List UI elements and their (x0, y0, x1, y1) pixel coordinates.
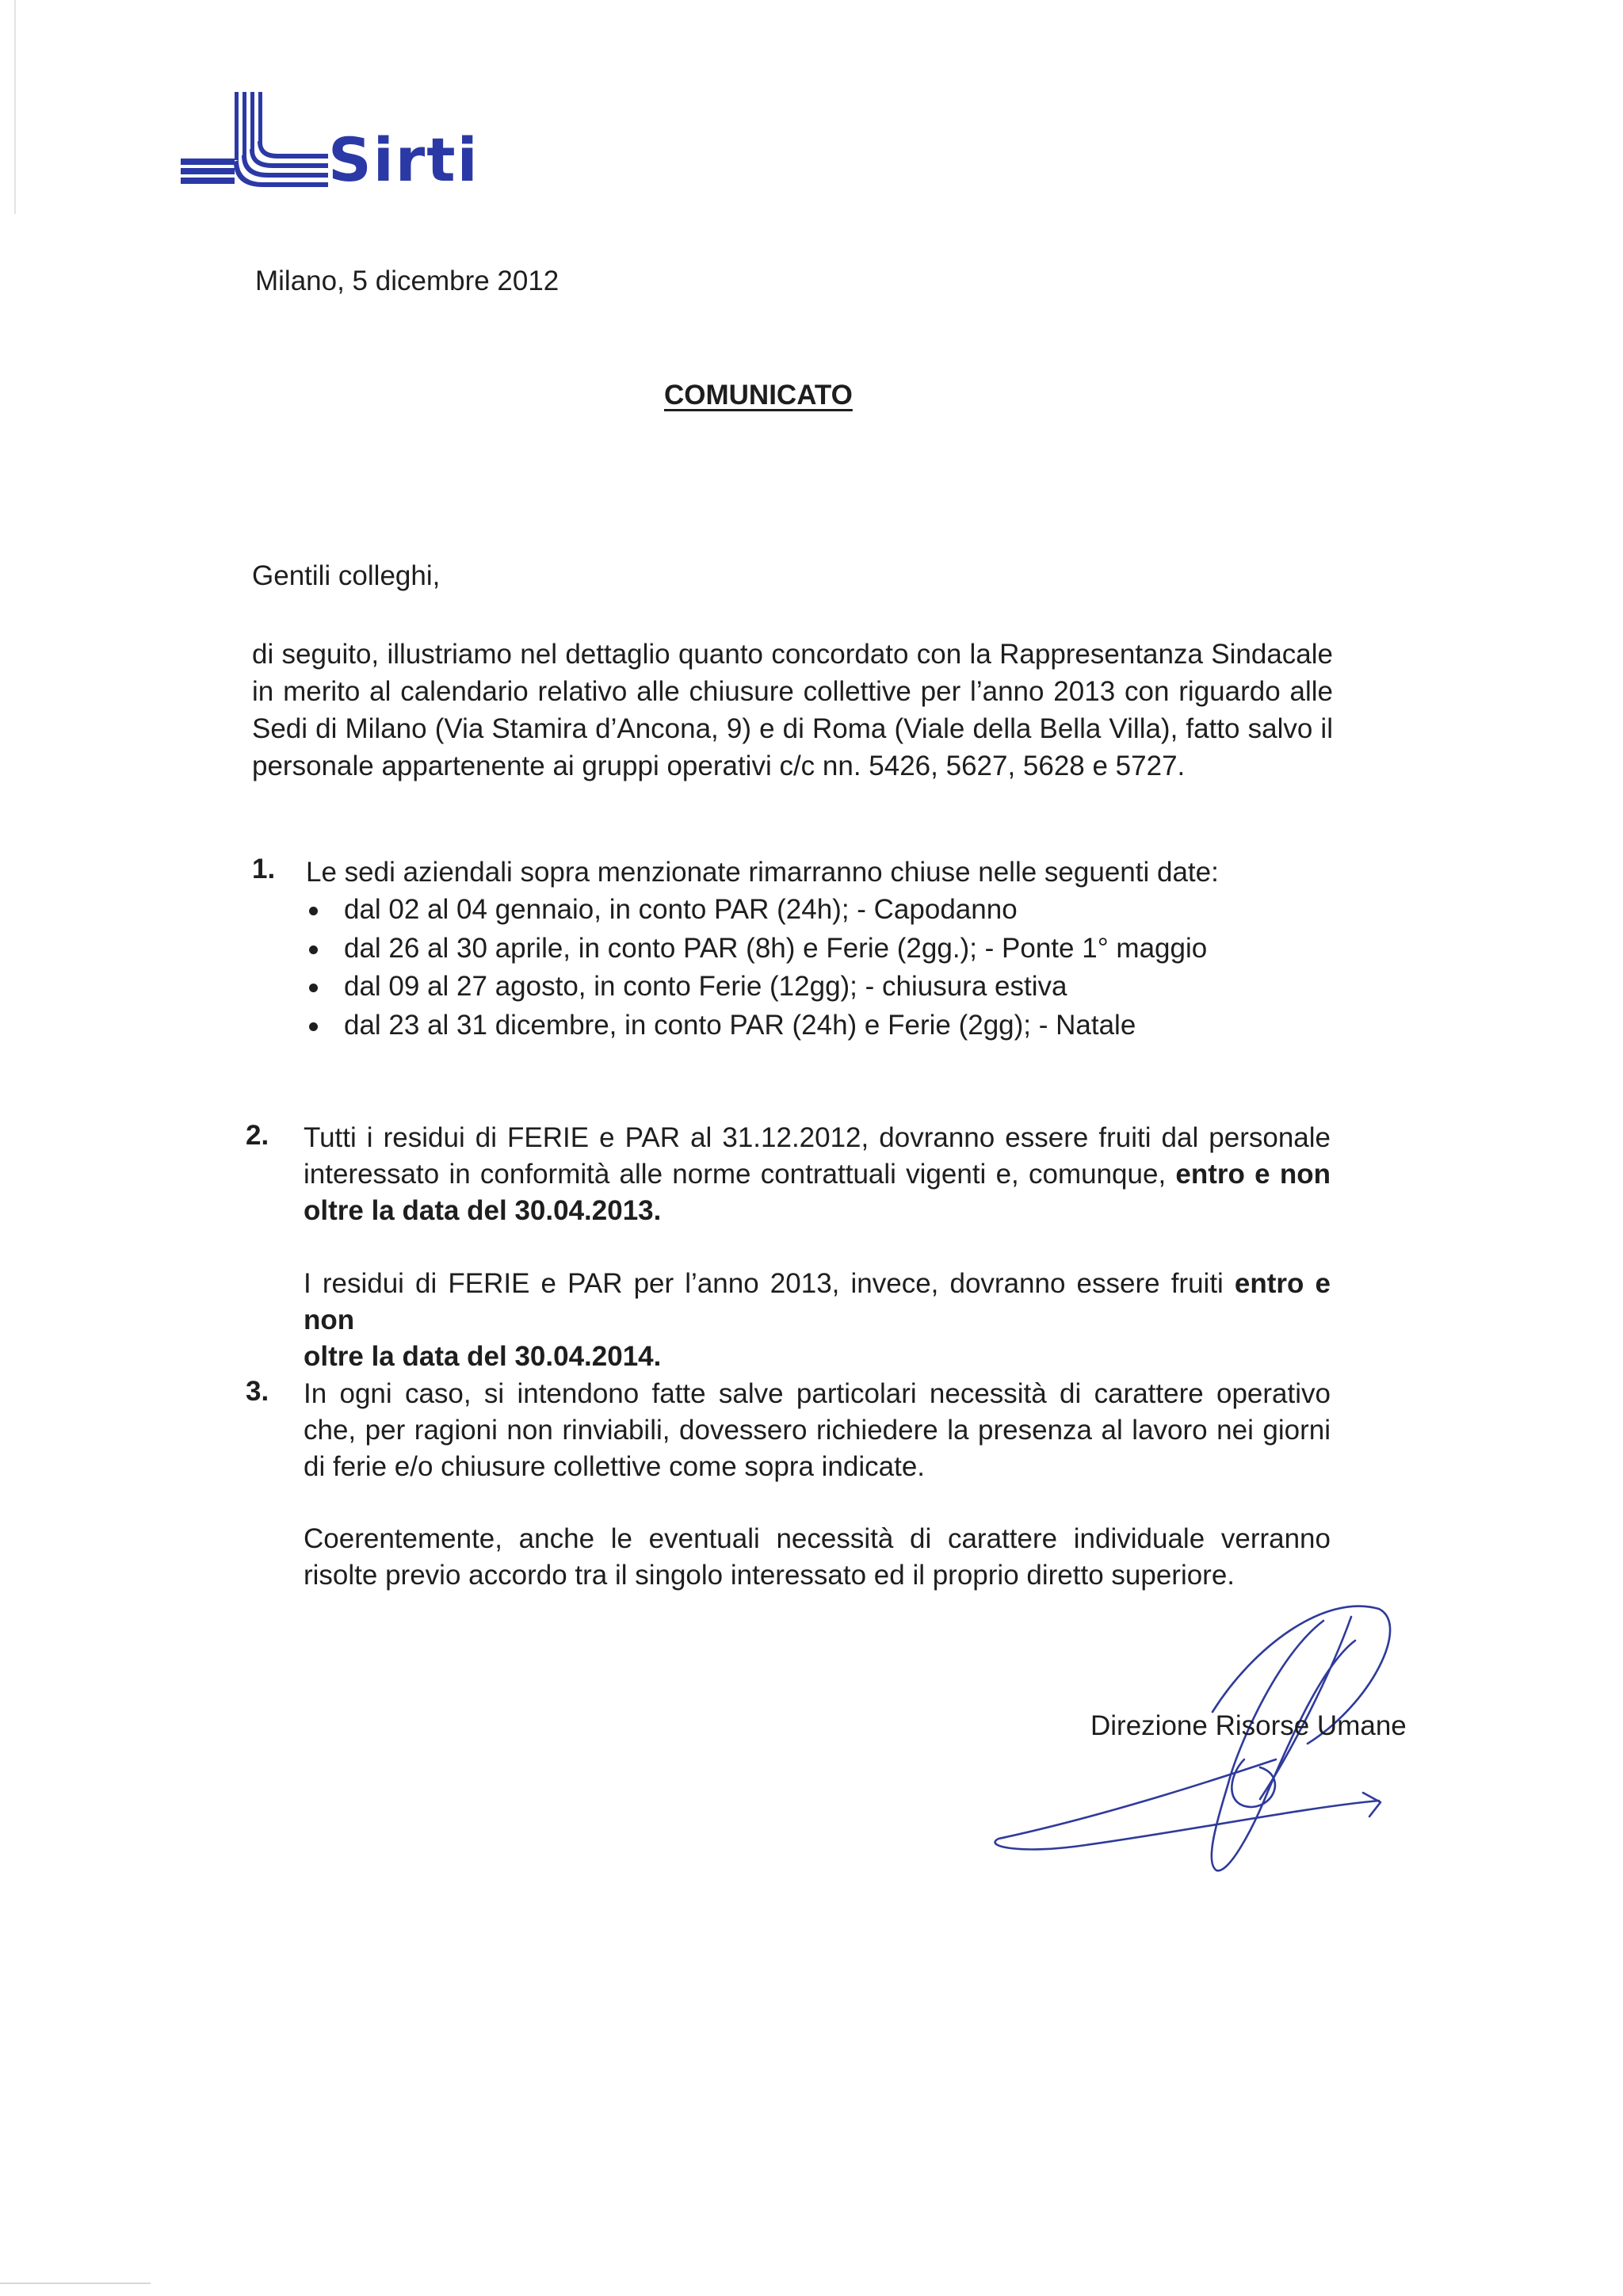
paragraph-line (304, 1156, 1331, 1193)
item-paragraph (304, 1120, 1331, 1229)
intro-line: di seguito, illustriamo nel dettaglio quanto concordato con la Rappresentanza Sindacale (252, 639, 1333, 670)
item-paragraph (304, 1521, 1331, 1594)
salutation: Gentili colleghi, (252, 560, 441, 591)
sirti-logo-mark-icon (179, 89, 330, 192)
intro-paragraph (252, 636, 1333, 785)
item-paragraph (304, 1266, 1331, 1375)
paragraph-text: I residui di FERIE e PAR per l’anno 2013, invece, dovranno essere fruiti (304, 1268, 1235, 1299)
paragraph-line (304, 1193, 1331, 1229)
intro-line: Sedi di Milano (Via Stamira d’Ancona, 9) e di Roma (Viale della Bella Villa), fatto salvo il (252, 713, 1333, 744)
list-item: dal 02 al 04 gennaio, in conto PAR (24h); - Capodanno (306, 891, 1207, 930)
item-number: 2. (246, 1120, 269, 1151)
paragraph-line: Tutti i residui di FERIE e PAR al 31.12.2012, dovranno essere fruiti dal personale (304, 1122, 1331, 1153)
paragraph-line (304, 1266, 1331, 1339)
paragraph-emphasis: oltre la data del 30.04.2013. (304, 1195, 662, 1226)
item-lead: Le sedi aziendali sopra menzionate rimarranno chiuse nelle seguenti date: (306, 857, 1219, 888)
paragraph-line: Coerentemente, anche le eventuali necessità di carattere individuale verranno (304, 1523, 1331, 1554)
list-item: dal 23 al 31 dicembre, in conto PAR (24h) e Ferie (2gg); - Natale (306, 1007, 1207, 1045)
signature-label: Direzione Risorse Umane (1090, 1710, 1407, 1741)
paragraph-text: interessato in conformità alle norme contrattuali vigenti e, comunque, (304, 1159, 1176, 1190)
paragraph-line (304, 1339, 1331, 1375)
sirti-logo-text: Sirti (328, 124, 479, 195)
scan-margin-line (14, 0, 16, 214)
item-number: 3. (246, 1376, 269, 1407)
list-item: dal 09 al 27 agosto, in conto Ferie (12gg); - chiusura estiva (306, 968, 1207, 1007)
item-number: 1. (252, 854, 276, 884)
document-title: COMUNICATO (664, 380, 853, 411)
paragraph-emphasis: entro e non (1175, 1159, 1331, 1190)
intro-line: in merito al calendario relativo alle chiusure collettive per l’anno 2013 con riguardo alle (252, 676, 1333, 707)
paragraph-line: che, per ragioni non rinviabili, dovessero richiedere la presenza al lavoro nei giorni (304, 1415, 1331, 1446)
closure-dates-list (306, 891, 1207, 1045)
paragraph-line: di ferie e/o chiusure collettive come sopra indicate. (304, 1451, 926, 1482)
list-item: dal 26 al 30 aprile, in conto PAR (8h) e Ferie (2gg.); - Ponte 1° maggio (306, 930, 1207, 968)
place-date: Milano, 5 dicembre 2012 (255, 266, 559, 296)
intro-line: personale appartenente ai gruppi operativi c/c nn. 5426, 5627, 5628 e 5727. (252, 751, 1186, 781)
paragraph-emphasis: oltre la data del 30.04.2014. (304, 1341, 662, 1372)
paragraph-line: risolte previo accordo tra il singolo interessato ed il proprio diretto superiore. (304, 1560, 1235, 1591)
sirti-logo (179, 89, 512, 195)
paragraph-emphasis: entro e non (304, 1268, 1331, 1335)
paragraph-line: In ogni caso, si intendono fatte salve particolari necessità di carattere operativo (304, 1378, 1331, 1409)
item-paragraph (304, 1376, 1331, 1485)
scan-edge-line (0, 2283, 151, 2284)
